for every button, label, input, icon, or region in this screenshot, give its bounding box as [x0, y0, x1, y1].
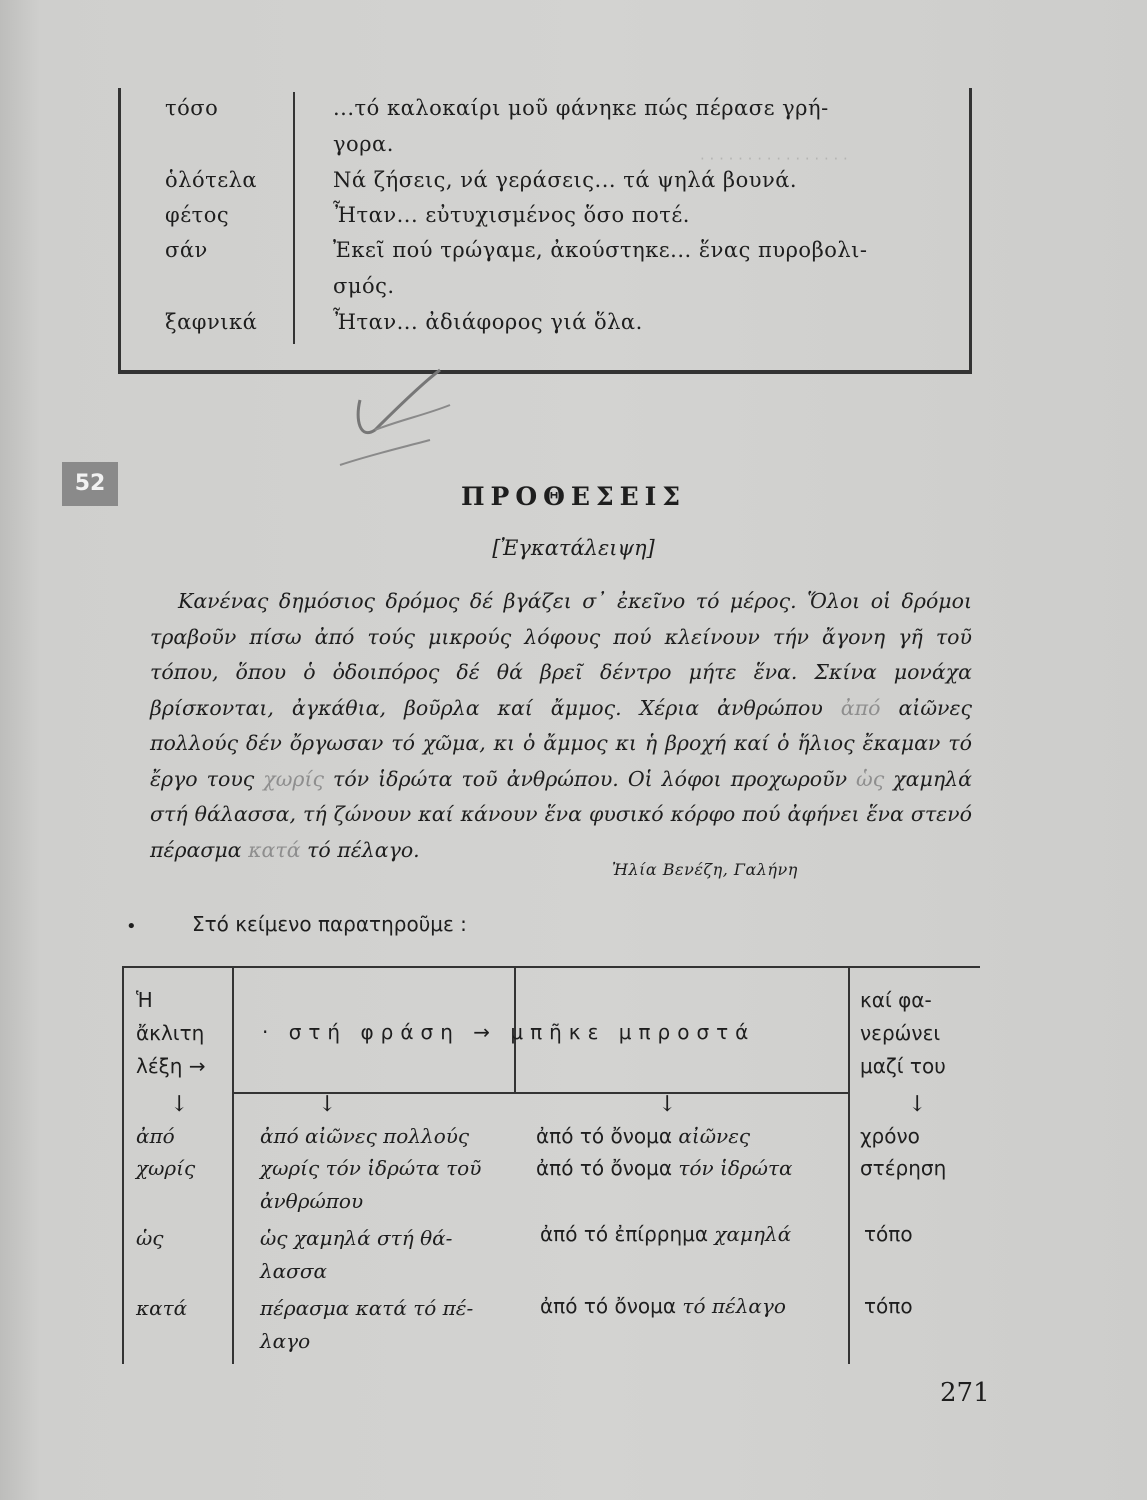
arrow-down-icon: ↓ — [658, 1092, 677, 1117]
source-prefix: ἀπό τό ὄνομα — [540, 1294, 677, 1318]
phrase-line: πέρασμα κατά τό πέ- — [260, 1296, 474, 1320]
phrase-line: ἀνθρώπου — [260, 1189, 364, 1213]
page-number: 271 — [940, 1378, 990, 1408]
exercise-sentence: γορα. — [333, 132, 394, 156]
exercise-sentence: Ἦταν... ἀδιάφορος γιά ὅλα. — [333, 310, 643, 334]
table-word: χωρίς — [136, 1156, 196, 1180]
highlighted-preposition: ὡς — [856, 766, 885, 791]
source-word: αἰῶνες — [678, 1124, 751, 1148]
exercise-sentence: σμός. — [333, 274, 395, 298]
source-prefix: ἀπό τό ὄνομα — [536, 1124, 673, 1148]
table-phrase — [260, 1120, 469, 1153]
exercise-word: σάν — [165, 238, 208, 262]
passage-segment: χαμηλά στή θάλασσα, τή ζώνουν καί κάνουν ἕνα φυσικό κόρφο πού ἀφήνει ἕνα στενό πέρασμα — [150, 766, 972, 862]
exercise-box-divider — [293, 92, 295, 344]
passage-segment: τόν ἱδρώτα τοῦ ἀνθρώπου. Οἱ λόφοι προχωροῦν — [333, 766, 848, 791]
passage-segment: Κανένας δημόσιος δρόμος δέ βγάζει σ᾽ ἐκεῖνο τό μέρος. Ὅλοι οἱ δρόμοι τραβοῦν πίσω ἀπό τούς μικρούς λόφους πού κλείνουν τήν ἄγονη γῆ τοῦ τόπου, ὅπου ὁ ὁδοιπόρος δέ θά βρεῖ δέντρο μήτε ἕνα. Σκίνα μονάχα βρίσκονται, ἀγκάθια, βοῦρλα καί ἄμμος. Χέρια ἀνθρώπου — [150, 589, 972, 720]
source-word: χαμηλά — [714, 1222, 792, 1246]
table-source — [536, 1120, 750, 1153]
passage-segment: αἰῶνες πολλούς δέν ὄργωσαν τό χῶμα, κι ὁ ἄμμος κι ἡ βροχή καί ὁ ἥλιος ἔκαμαν τό ἔργο τους — [150, 695, 972, 791]
table-border — [232, 966, 234, 1364]
observation-label: Στό κείμενο παρατηροῦμε : — [192, 912, 467, 936]
bullet-icon: • — [126, 916, 137, 937]
table-meaning: στέρηση — [860, 1156, 947, 1180]
source-word: τόν ἱδρώτα — [678, 1156, 793, 1180]
passage-author: Ἠλία Βενέζη, Γαλήνη — [612, 860, 798, 879]
phrase-line: χωρίς τόν ἱδρώτα τοῦ — [260, 1156, 482, 1180]
exercise-sentence: Ἐκεῖ πού τρώγαμε, ἀκούστηκε... ἕνας πυροβολι- — [333, 238, 868, 262]
passage-title: [Ἐγκατάλειψη] — [492, 536, 655, 560]
phrase-line: λασσα — [260, 1259, 327, 1283]
exercise-sentence: Νά ζήσεις, νά γεράσεις... τά ψηλά βουνά. — [333, 168, 798, 192]
highlighted-preposition: κατά — [248, 837, 301, 862]
table-phrase — [260, 1222, 452, 1288]
phrase-line: λαγο — [260, 1329, 311, 1353]
table-meaning: τόπο — [864, 1294, 913, 1318]
table-source — [540, 1218, 791, 1251]
pencil-checkmark-icon — [330, 360, 460, 475]
table-meaning: χρόνο — [860, 1124, 920, 1148]
exercise-box — [118, 88, 972, 374]
header-cell — [860, 984, 946, 1083]
exercise-word: ξαφνικά — [165, 310, 258, 334]
header-cell — [136, 984, 206, 1083]
header-line: καί φα- — [860, 988, 932, 1012]
exercise-sentence: Ἦταν... εὐτυχισμένος ὅσο ποτέ. — [333, 203, 690, 227]
passage-text — [150, 584, 972, 868]
header-line: ἄκλιτη — [136, 1021, 205, 1045]
source-prefix: ἀπό τό ἐπίρρημα — [540, 1222, 709, 1246]
table-source — [540, 1290, 786, 1323]
table-word: κατά — [136, 1296, 188, 1320]
header-phrase: · στή φράση → μπῆκε μπροστά — [262, 1020, 756, 1044]
exercise-word: ὁλότελα — [165, 168, 258, 192]
exercise-word: φέτος — [165, 203, 230, 227]
header-line: μαζί του — [860, 1054, 946, 1078]
chapter-number-tab: 52 — [62, 462, 118, 506]
header-line: Ἡ — [136, 988, 153, 1012]
arrow-down-icon: ↓ — [318, 1092, 337, 1117]
table-meaning: τόπο — [864, 1222, 913, 1246]
bleed-through-text: · · · · · · · · · · · · · · · · — [700, 150, 848, 168]
highlighted-preposition: χωρίς — [263, 766, 324, 791]
table-word: ὡς — [136, 1226, 164, 1250]
highlighted-preposition: ἀπό — [840, 695, 881, 720]
section-title: ΠΡΟΘΕΣΕΙΣ — [460, 482, 687, 511]
arrow-down-icon: ↓ — [908, 1092, 927, 1117]
analysis-table — [122, 966, 980, 1364]
table-source — [536, 1152, 793, 1185]
phrase-line: ἀπό αἰῶνες πολλούς — [260, 1124, 470, 1148]
exercise-word: τόσο — [165, 96, 219, 120]
arrow-down-icon: ↓ — [170, 1092, 189, 1117]
table-border — [122, 966, 124, 1364]
exercise-sentence: ...τό καλοκαίρι μοῦ φάνηκε πώς πέρασε γρή- — [333, 96, 829, 120]
header-line: νερώνει — [860, 1021, 941, 1045]
passage-segment: τό πέλαγο. — [307, 837, 420, 862]
header-line: λέξη → — [136, 1054, 206, 1078]
table-phrase — [260, 1292, 473, 1358]
table-border — [848, 966, 850, 1364]
table-phrase — [260, 1152, 481, 1218]
table-word: ἀπό — [136, 1124, 175, 1148]
source-word: τό πέλαγο — [682, 1294, 786, 1318]
table-border — [122, 966, 980, 968]
source-prefix: ἀπό τό ὄνομα — [536, 1156, 673, 1180]
phrase-line: ὡς χαμηλά στή θά- — [260, 1226, 453, 1250]
